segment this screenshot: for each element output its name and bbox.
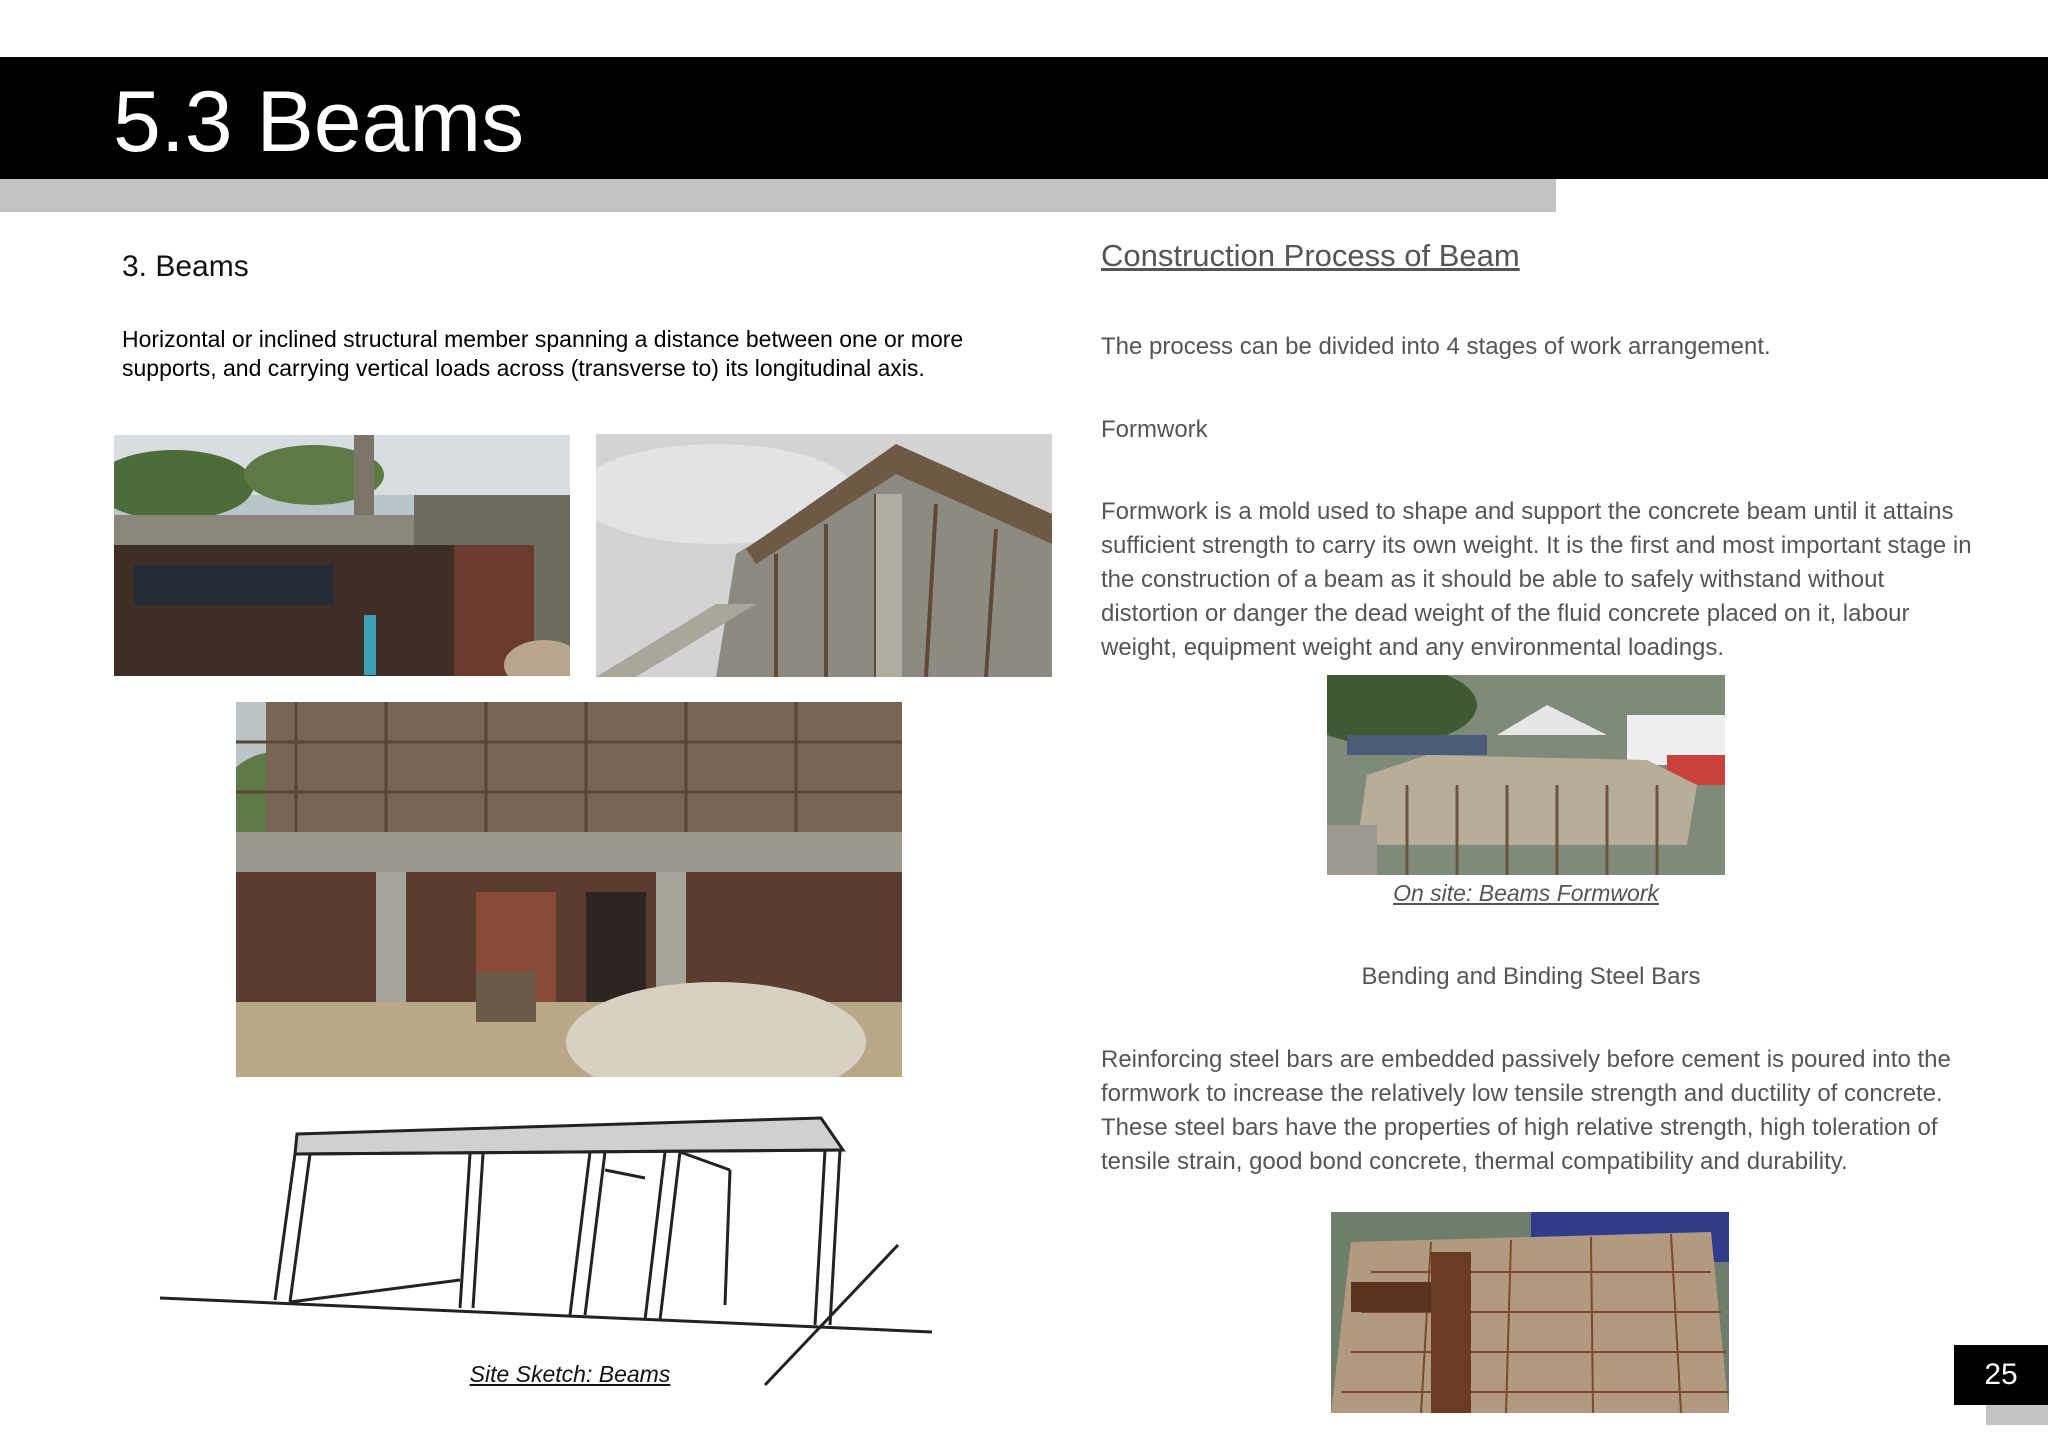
section-heading: 3. Beams [122,250,249,283]
page-number: 25 [1954,1345,2048,1405]
process-intro: The process can be divided into 4 stages of work arrangement. [1101,333,1771,360]
site-photo-building-frame [236,702,902,1077]
stage-formwork-text: Formwork is a mold used to shape and support the concrete beam until it attains sufficient strength to carry its own weight. It is the first and most important stage in the construction of a beam as it should be able to safely withstand without distortion or danger the dead weight of the fluid concrete placed on it, labour weight, equipment weight and any environmental loadings. [1101,498,1972,661]
formwork-photo [1327,675,1725,875]
site-photo-brick-walls [114,435,570,676]
sketch-caption: Site Sketch: Beams [469,1361,671,1387]
site-sketch-beams [150,1110,940,1390]
page-title: 5.3 Beams [113,74,525,170]
page-number-shadow [1986,1405,2048,1425]
site-photo-roof-formwork [596,434,1052,677]
steel-bars-photo [1331,1212,1729,1413]
stage-steel-bars-text: Reinforcing steel bars are embedded passively before cement is poured into the formwork to increase the relatively low tensile strength and ductility of concrete. These steel bars have the properties of high relative strength, high toleration of tensile strain, good bond concrete, thermal compatibility and durability. [1101,1046,1951,1175]
stage-steel-bars-title: Bending and Binding Steel Bars [1361,963,1701,990]
stage-formwork-title: Formwork [1101,416,1208,443]
beam-definition: Horizontal or inclined structural member spanning a distance between one or more supports, and carrying vertical loads across (transverse to) its longitudinal axis. [122,326,964,381]
formwork-caption: On site: Beams Formwork [1393,880,1659,906]
process-heading: Construction Process of Beam [1101,238,1520,273]
title-underline-band [0,179,1556,212]
